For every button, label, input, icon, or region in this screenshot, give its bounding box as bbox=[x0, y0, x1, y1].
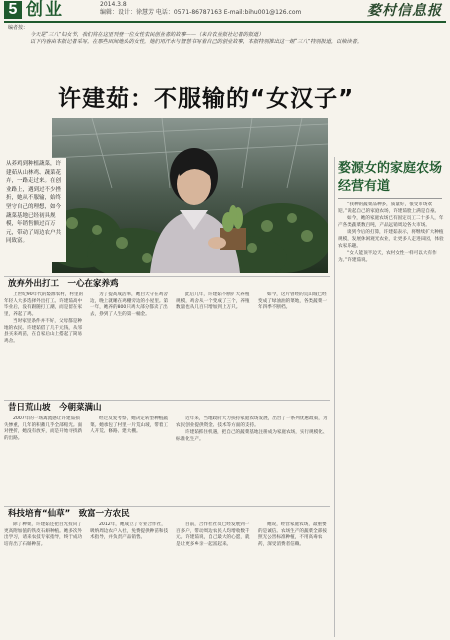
paragraph: 她说，经营家庭农场，最重要的是诚信。农场生产的蔬菜全部按照无公害标准种植，不用高毒农药，深受消费者信赖。 bbox=[258, 522, 327, 547]
section-heading: 放弃外出打工 一心在家养鸡 bbox=[8, 279, 119, 289]
masthead-rule bbox=[4, 21, 446, 23]
paragraph: 谈到今后的打算，许建茹表示，将继续扩大种植规模，发展休闲观光农业，让更多人走进田园，体验农家乐趣。 bbox=[338, 230, 444, 249]
paragraph: 当时家里条件并不好，父母都是种地的农民。许建茹借了几千元钱，从邻县买来鸡苗，在自家后山上搭起了简易鸡舍。 bbox=[4, 319, 83, 344]
article-column bbox=[176, 292, 252, 398]
paragraph: 为了提高成活率，她白天守在鸡舍边，晚上就睡在鸡棚旁边的小屋里。第一年，她养的800只鸡大部分都卖了出去，挣到了人生的第一桶金。 bbox=[90, 292, 169, 317]
paragraph: 2007年的一场禽流感让许建茹损失惨重，几年的积蓄几乎全部赔光。面对挫折，她没有放弃，而是开始寻找新的出路。 bbox=[4, 416, 83, 441]
sidebar-title: 婺源女的家庭农场 bbox=[338, 161, 443, 176]
photo-caption: 从养鸡到种植蔬菜，许建茹从山林鸡、蔬菜花卉，一路走过来。在创业路上，遇到过不少挫折，她从不服输，始终坚守自己的理想，如今蔬菜基地已经初具规模，年销售额过百万元，带动了周边农户共同致富。 bbox=[4, 158, 66, 262]
section-heading: 科技培育“仙草” 致富一方农民 bbox=[8, 509, 130, 519]
section-heading: 昔日荒山坡 今朝菜满山 bbox=[8, 403, 102, 413]
paragraph: 经过反复考察，她决定转型种植蔬菜。她承包了村里一片荒山坡，带着工人开荒、修路、建大棚。 bbox=[90, 416, 169, 434]
editor-note-label: 编者按： bbox=[8, 25, 29, 31]
issue-date: 2014.3.8 bbox=[100, 1, 127, 8]
article-column bbox=[4, 292, 84, 398]
paragraph: 如今，这片曾经的荒山坡已经变成了绿油油的菜地，各类蔬菜一年四季不断档。 bbox=[258, 292, 327, 310]
section-divider bbox=[4, 276, 330, 277]
section-divider bbox=[4, 506, 330, 507]
paragraph: “我种的蔬菜品种多，质量好，很受市场欢迎。”说起自己的家庭农场，许建茹脸上满是自豪。 bbox=[338, 202, 440, 214]
paragraph: 2012年，她成立了专业合作社，吸纳周边农户入社，免费提供种苗和技术指导，并负责产品销售。 bbox=[90, 522, 169, 540]
paragraph: 目前，合作社社员已经发展到一百多户，带动周边农民人均增收数千元。许建茹说，自己最大的心愿，就是让更多乡亲一起富起来。 bbox=[176, 522, 250, 547]
editor-contact: 编辑：设计：徐慧芳 电话：0571-86787163 E-mail:bihu001@126.com bbox=[100, 9, 302, 16]
paragraph: 如今，她的家庭农场已有固定员工二十多人，年产各类蔬菜数百吨，产品远销周边各大市场。 bbox=[338, 216, 444, 228]
sidebar-body bbox=[338, 202, 444, 632]
article-column bbox=[258, 292, 330, 398]
article-column bbox=[90, 522, 170, 636]
section-divider bbox=[4, 400, 330, 401]
article-column bbox=[176, 416, 330, 504]
paragraph: 近年来，当地政府大力扶持家庭农场发展，出台了一系列优惠政策，为农民创业提供资金、技术等方面的支持。 bbox=[176, 416, 328, 428]
article-column bbox=[4, 416, 84, 504]
article-photo bbox=[52, 118, 328, 273]
article-column bbox=[4, 522, 84, 636]
lede-line: 今天是“三八”妇女节，我们将在这里刊登一位女性农民创业者的故事——（来自农业报社记者的报道） bbox=[30, 32, 264, 38]
paragraph: 除了种菜，许建茹还把目光投向了更高附加值的铁皮石斛种植。她多次外出学习，请来农技专家指导，终于成功培育出了石斛种苗。 bbox=[4, 522, 83, 547]
paragraph: “女人能顶半边天，农村女性一样可以大有作为。”许建茹说。 bbox=[338, 251, 437, 263]
section-title: 创业 bbox=[26, 0, 64, 20]
sidebar-title: 经营有道 bbox=[338, 179, 391, 194]
paragraph: 此后几年，许建茹不断扩大养殖规模，鸡舍从一个变成了三个，养殖数量也从几百只增加到上万只。 bbox=[176, 292, 250, 310]
article-column bbox=[90, 416, 170, 504]
newspaper-logo: 婺村信息报 bbox=[367, 3, 442, 19]
lede-line: 以下内容由本报记者采写。在那些田间地头的女性，她们用汗水与智慧书写着自己的创业故事，本报特别推出这一组“三八”特别报道，以飨读者。 bbox=[30, 39, 363, 45]
greenhouse-photo bbox=[52, 118, 328, 273]
paragraph: 许建茹抓住机遇，把自己的蔬菜基地注册成为家庭农场，实行规模化、标准化生产。 bbox=[176, 430, 328, 442]
sidebar-rule bbox=[338, 198, 442, 199]
article-column bbox=[258, 522, 330, 636]
article-column bbox=[176, 522, 252, 636]
page-number: 5 bbox=[4, 1, 22, 19]
headline: 许建茹：不服输的“女汉子” bbox=[58, 86, 355, 112]
paragraph: 上世纪90年代的婺源农村，村里的年轻人大多选择外出打工。许建茹高中毕业后，没有跟随打工潮，而是留在家里，养起了鸡。 bbox=[4, 292, 84, 317]
lede-paragraph bbox=[30, 32, 410, 46]
article-column bbox=[90, 292, 170, 398]
